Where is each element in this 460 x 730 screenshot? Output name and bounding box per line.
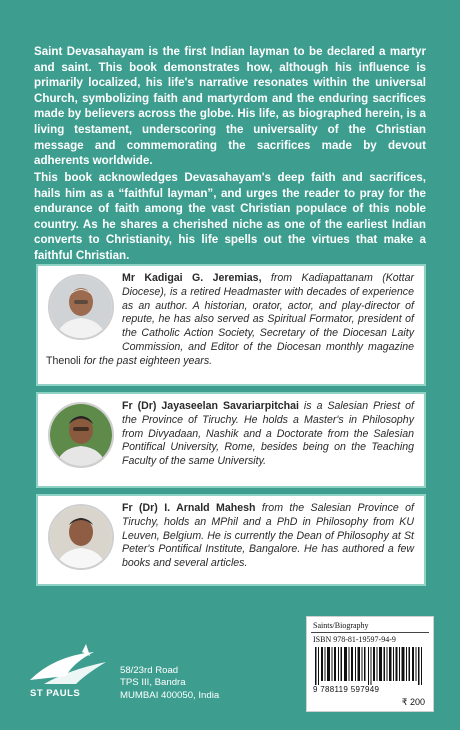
- magazine-name: Thenoli: [46, 354, 81, 367]
- author-bio-3: from the Salesian Province of Tiruchy, holds an MPhil and a PhD in Philosophy from KU Leuven, Belgium. He is currently the Dean of Philosophy at St Peter's Pontifical Institute, Bangalore. He has authored a few books and several articles.: [122, 502, 414, 570]
- book-price: ₹ 200: [401, 697, 425, 707]
- author-name-3: Fr (Dr) I. Arnald Mahesh: [122, 502, 256, 514]
- author-photo-1: [48, 274, 114, 340]
- st-pauls-logo-icon: [24, 640, 112, 690]
- author-name-2: Fr (Dr) Jayaseelan Savariarpitchai: [122, 400, 299, 412]
- barcode-box: [306, 616, 434, 712]
- author-photo-3: [48, 504, 114, 570]
- address-line-2: TPS III, Bandra: [120, 677, 186, 689]
- author-photo-2: [48, 402, 114, 468]
- barcode-icon: [315, 647, 427, 685]
- book-category: Saints/Biography: [313, 621, 369, 630]
- publisher-logo-text: ST PAULS: [30, 688, 81, 699]
- author-bio-1: from Kadiapattanam (Kottar Diocese), is a retired Headmaster with decades of experience as an author. A historian, orator, actor, and play-director of repute, he has also served as Spiritual Formator, president of the Catholic Action Society, Secretary of the Diocesan Laity Commission, and Editor of the Diocesan monthly magazine: [122, 272, 414, 353]
- barcode-divider: [311, 632, 429, 633]
- author-bio-card-2: [36, 392, 426, 488]
- blurb-paragraph-1: Saint Devasahayam is the first Indian layman to be declared a martyr and saint. This book demonstrates how, although his influence is primarily localized, his life's narrative resonates within the universal Church, symbolizing faith and martyrdom and the enduring sacrifices made by believers across the globe. His life, as biographed herein, is a living testament, underscoring the universality of the Christian message and commemorating the sacrifices made by devout adherents worldwide.: [34, 45, 426, 168]
- isbn-text: ISBN 978-81-19597-94-9: [313, 635, 396, 644]
- publisher-address: [120, 665, 219, 702]
- author-name-1: Mr Kadigai G. Jeremias,: [122, 272, 262, 284]
- blurb-paragraph-2: This book acknowledges Devasahayam's deep faith and sacrifices, hails him as a “faithful layman”, and urges the reader to pray for the endurance of faith among the vast Christian populace of this noble country. As he shares a cherished niche as one of the earliest Indian converts to Christianity, his life spells out the virtues that make a faithful Christian.: [34, 171, 426, 262]
- author-bio-card-1: [36, 264, 426, 386]
- address-line-3: MUMBAI 400050, India: [120, 689, 220, 701]
- address-line-1: 58/23rd Road: [120, 665, 179, 676]
- author-bio-card-3: [36, 494, 426, 586]
- author-bio-2: is a Salesian Priest of the Province of Tiruchy. He holds a Master's in Philosophy from Divyadaan, Nashik and a Doctorate from the Salesian Pontifical University, Rome, besides being on the Teaching Faculty of the same University.: [122, 400, 414, 468]
- barcode-digits: 9 788119 597949: [313, 685, 380, 694]
- author-bio-1-end: for the past eighteen years.: [80, 354, 213, 367]
